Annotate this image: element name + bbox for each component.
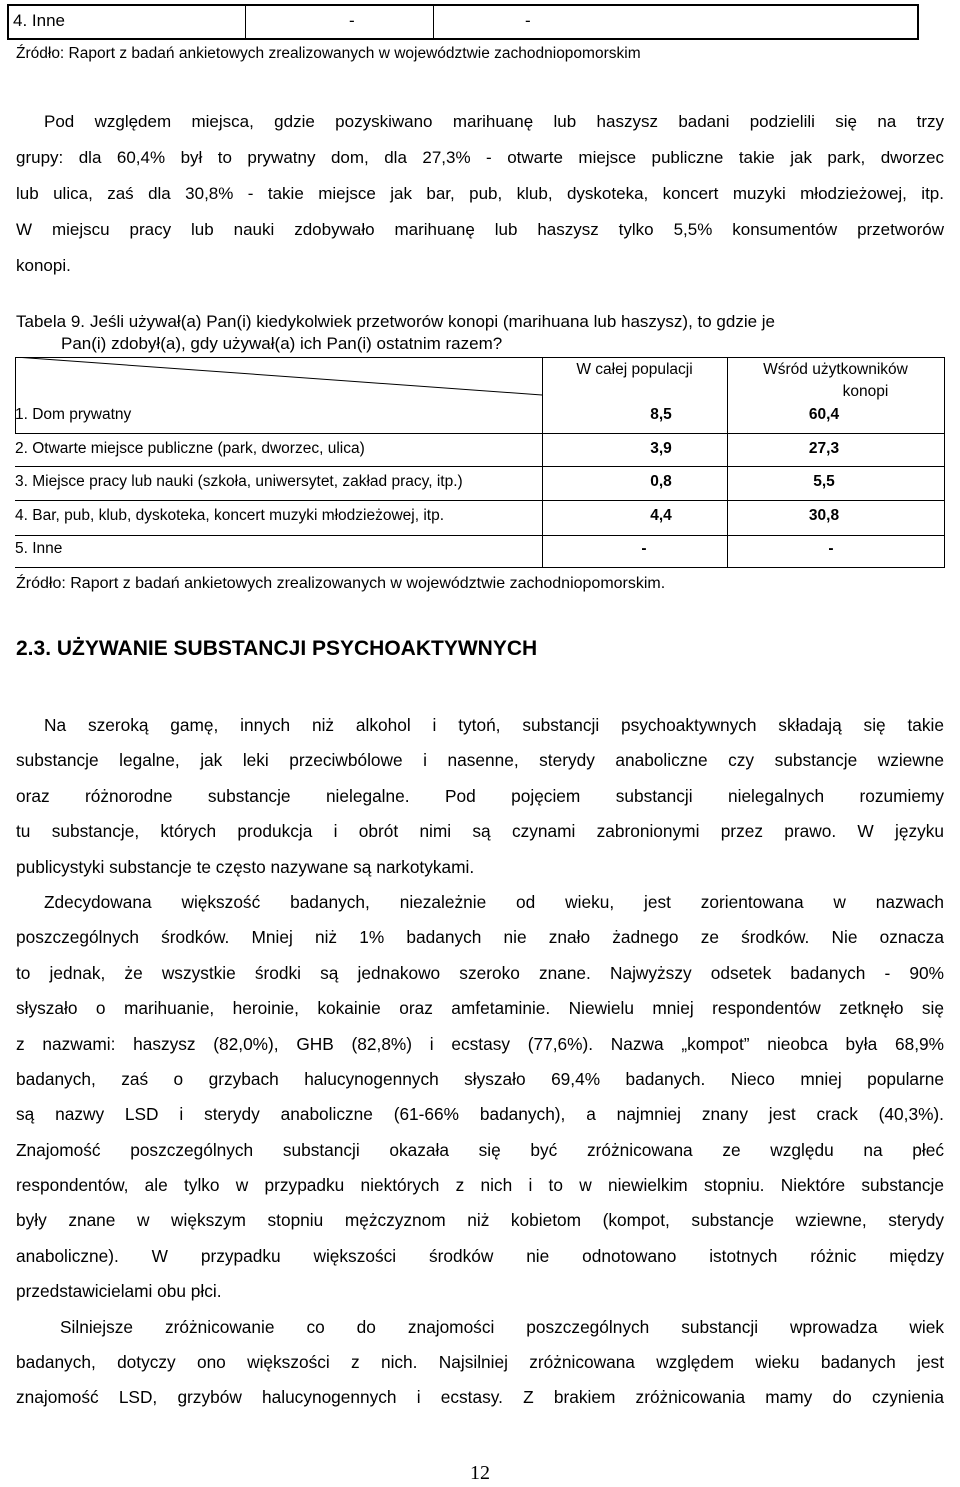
table-rule (15, 567, 945, 568)
table-cell-users: 60,4 (808, 406, 840, 423)
table8-last-row (7, 4, 919, 40)
table-cell-users: 27,3 (808, 440, 840, 457)
caption-text: Jeśli używał(a) Pan(i) kiedykolwiek przetworów konopi (marihuana lub haszysz), to gdzie je (90, 312, 776, 331)
column-header-all: W całej populacji (576, 361, 693, 378)
column-divider (245, 6, 246, 38)
body-line: oraz różnorodne substancje nielegalne. Pod pojęciem substancji nielegalnych rozumiemy (16, 785, 944, 806)
body-line: znajomość LSD, grzybów halucynogennych i ecstasy. Z brakiem zróżnicowania mamy do czynienia (16, 1387, 944, 1408)
body-line: są nazwy LSD i sterydy anaboliczne (61-66% badanych), a najmniej znany jest crack (40,3%). (16, 1104, 944, 1125)
body-line: respondentów, ale tylko w przypadku niektórych z nich i to w niewielkim stopniu. Niektóre substancje (16, 1175, 944, 1196)
column-header-users-line2: konopi (842, 383, 889, 400)
table-cell-all: 4,4 (650, 507, 672, 524)
table-row-label: 3. Miejsce pracy lub nauki (szkoła, uniwersytet, zakład pracy, itp.) (15, 473, 463, 490)
table-rule (15, 433, 945, 434)
body-line: były znane w większym stopniu mężczyznom niż kobietom (kompot, substancje wziewne, sterydy (16, 1210, 944, 1231)
table-cell-all: 3,9 (650, 440, 672, 457)
body-line: tu substancje, których produkcja i obrót nimi są czynami zabronionymi przez prawo. W języku (16, 821, 944, 842)
source-note: Źródło: Raport z badań ankietowych zrealizowanych w województwie zachodniopomorskim (16, 45, 641, 62)
section-heading: 2.3. UŻYWANIE SUBSTANCJI PSYCHOAKTYWNYCH (16, 637, 538, 660)
source-note: Źródło: Raport z badań ankietowych zrealizowanych w województwie zachodniopomorskim. (16, 575, 666, 592)
table-row-label: 4. Bar, pub, klub, dyskoteka, koncert muzyki młodzieżowej, itp. (15, 507, 445, 524)
body-text (16, 708, 944, 1416)
body-line: Znajomość poszczególnych substancji okazała się być zróżnicowana ze względu na płeć (16, 1139, 944, 1160)
body-line: z nazwami: haszysz (82,0%), GHB (82,8%) i ecstasy (77,6%). Nazwa „kompot” nieobca była 68,9% (16, 1033, 944, 1054)
body-line: Na szeroką gamę, innych niż alkohol i tytoń, substancji psychoaktywnych składają się takie (44, 715, 944, 735)
body-line: anaboliczne). W przypadku większości środków nie odnotowano istotnych różnic między (16, 1245, 944, 1266)
table-cell-all: 8,5 (650, 406, 672, 423)
table9-caption (16, 311, 946, 355)
paragraph-line: konopi. (16, 256, 71, 275)
page-number: 12 (470, 1462, 490, 1484)
body-line: poszczególnych środków. Mniej niż 1% badanych nie znało żadnego ze środków. Nie oznacza (16, 927, 944, 948)
row-value-users: - (525, 11, 531, 30)
paragraph-line: Pod względem miejsca, gdzie pozyskiwano marihuanę lub haszysz badani podzielili się na trzy (44, 112, 944, 131)
header-diagonal (15, 357, 543, 397)
table-cell-users: - (828, 540, 834, 557)
table-cell-users: 30,8 (808, 507, 840, 524)
column-divider (433, 6, 434, 38)
paragraph-line: lub ulica, zaś dla 30,8% - takie miejsce jak bar, pub, klub, dyskoteka, koncert muzyki młodzieżowej, itp. (16, 184, 944, 203)
row-label: 4. Inne (13, 11, 65, 30)
table-rule (944, 357, 945, 568)
body-line: to jednak, że wszystkie środki są jednakowo szeroko znane. Najwyższy odsetek badanych - 90% (16, 962, 944, 983)
caption-text-line2: Pan(i) zdobył(a), gdy używał(a) ich Pan(i) ostatnim razem? (61, 334, 503, 353)
table9 (15, 357, 945, 568)
body-line: Silniejsze zróżnicowanie co do znajomości poszczególnych substancji wprowadza wiek (60, 1316, 944, 1337)
caption-prefix: Tabela 9. (16, 312, 85, 331)
table-cell-users: 5,5 (813, 473, 835, 490)
table-cell-all: 0,8 (650, 473, 672, 490)
body-line: przedstawicielami obu płci. (16, 1281, 222, 1302)
table-rule (15, 500, 945, 501)
body-line: Zdecydowana większość badanych, niezależnie od wieku, jest zorientowana w nazwach (44, 891, 944, 912)
paragraph-line: grupy: dla 60,4% był to prywatny dom, dla 27,3% - otwarte miejsce publiczne takie jak park, dworzec (16, 148, 944, 167)
table-rule (15, 466, 945, 467)
body-line: badanych, zaś o grzybach halucynogennych słyszało 69,4% badanych. Nieco mniej popularne (16, 1068, 944, 1089)
intro-paragraph (16, 104, 944, 284)
table-cell-all: - (641, 540, 647, 557)
body-line: substancje legalne, jak leki przeciwbólowe i nasenne, sterydy anaboliczne czy substancje wziewne (16, 750, 944, 771)
table-rule (15, 535, 945, 536)
table-row-label: 5. Inne (15, 540, 63, 557)
paragraph-line: W miejscu pracy lub nauki zdobywało marihuanę lub haszysz tylko 5,5% konsumentów przetworów (16, 220, 944, 239)
row-value-all: - (349, 11, 355, 30)
body-line: słyszało o marihuanie, heroinie, kokainie oraz amfetaminie. Niewielu mniej respondentów zetknęło się (16, 998, 944, 1019)
body-line: badanych, dotyczy ono większości z nich. Najsilniej zróżnicowana względem wieku badanych jest (16, 1352, 944, 1373)
table-row-label: 1. Dom prywatny (15, 406, 132, 423)
body-line: publicystyki substancje te często nazywane są narkotykami. (16, 856, 475, 877)
column-header-users: Wśród użytkowników (763, 361, 908, 378)
table-row-label: 2. Otwarte miejsce publiczne (park, dworzec, ulica) (15, 440, 365, 457)
